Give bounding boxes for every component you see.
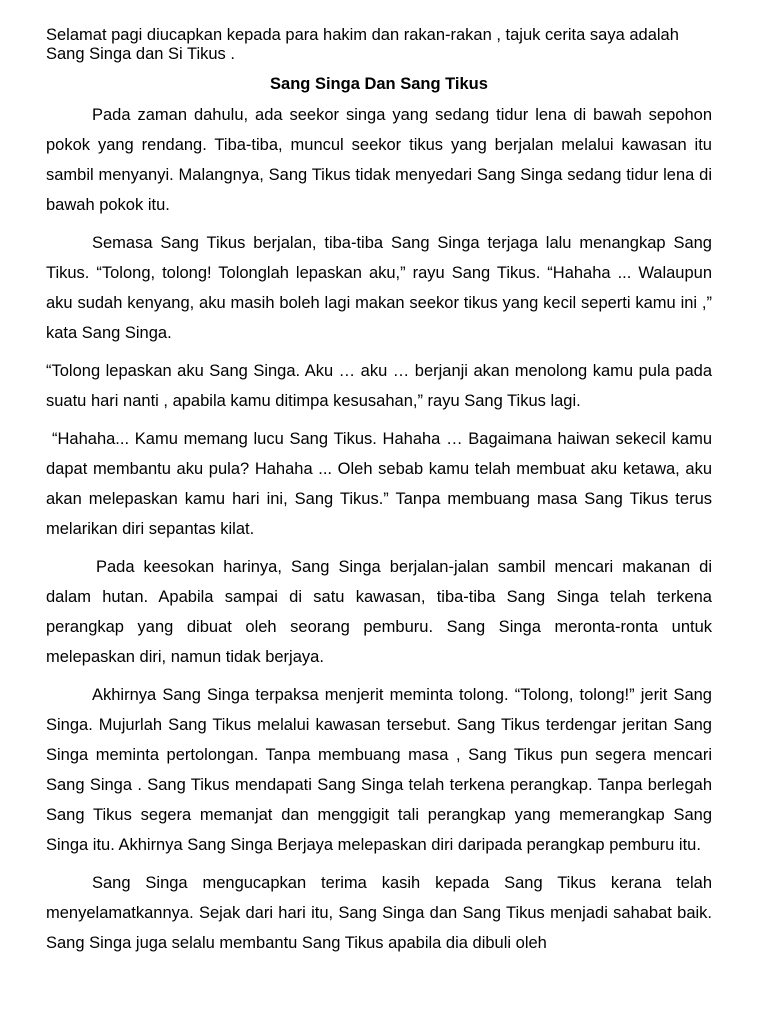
- document-page: [46, 26, 712, 966]
- paragraph-1: Pada zaman dahulu, ada seekor singa yang sedang tidur lena di bawah sepohon pokok yang rendang. Tiba-tiba, muncul seekor tikus yang berjalan melalui kawasan itu sambil menyanyi. Malangnya, Sang Tikus tidak menyedari Sang Singa sedang tidur lena di bawah pokok itu.: [46, 106, 712, 214]
- paragraph-4: “Hahaha... Kamu memang lucu Sang Tikus. Hahaha … Bagaimana haiwan sekecil kamu dapat membantu aku pula? Hahaha ... Oleh sebab kamu telah membuat aku ketawa, aku akan melepaskan kamu hari ini, Sang Tikus.” Tanpa membuang masa Sang Tikus terus melarikan diri sepantas kilat.: [46, 430, 712, 538]
- intro-text: Selamat pagi diucapkan kepada para hakim dan rakan-rakan , tajuk cerita saya adalah Sang Singa dan Si Tikus .: [46, 26, 679, 63]
- paragraph-6: Akhirnya Sang Singa terpaksa menjerit meminta tolong. “Tolong, tolong!” jerit Sang Singa. Mujurlah Sang Tikus melalui kawasan tersebut. Sang Tikus terdengar jeritan Sang Singa meminta pertolongan. Tanpa membuang masa , Sang Tikus pun segera mencari Sang Singa . Sang Tikus mendapati Sang Singa telah terkena perangkap. Tanpa berlegah Sang Tikus segera memanjat dan menggigit tali perangkap yang memerangkap Sang Singa itu. Akhirnya Sang Singa Berjaya melepaskan diri daripada perangkap pemburu itu.: [46, 686, 712, 854]
- paragraph-3: “Tolong lepaskan aku Sang Singa. Aku … aku … berjanji akan menolong kamu pula pada suatu hari nanti , apabila kamu ditimpa kesusahan,” rayu Sang Tikus lagi.: [46, 362, 712, 410]
- paragraph-5: Pada keesokan harinya, Sang Singa berjalan-jalan sambil mencari makanan di dalam hutan. Apabila sampai di satu kawasan, tiba-tiba Sang Singa telah terkena perangkap yang dibuat oleh seorang pemburu. Sang Singa meronta-ronta untuk melepaskan diri, namun tidak berjaya.: [46, 558, 712, 666]
- story-title: Sang Singa Dan Sang Tikus: [270, 75, 488, 93]
- paragraph-7: Sang Singa mengucapkan terima kasih kepada Sang Tikus kerana telah menyelamatkannya. Sejak dari hari itu, Sang Singa dan Sang Tikus menjadi sahabat baik. Sang Singa juga selalu membantu Sang Tikus apabila dia dibuli oleh: [46, 874, 712, 952]
- paragraph-2: Semasa Sang Tikus berjalan, tiba-tiba Sang Singa terjaga lalu menangkap Sang Tikus. “Tolong, tolong! Tolonglah lepaskan aku,” rayu Sang Tikus. “Hahaha ... Walaupun aku sudah kenyang, aku masih boleh lagi makan seekor tikus yang kecil seperti kamu ini ,” kata Sang Singa.: [46, 234, 712, 342]
